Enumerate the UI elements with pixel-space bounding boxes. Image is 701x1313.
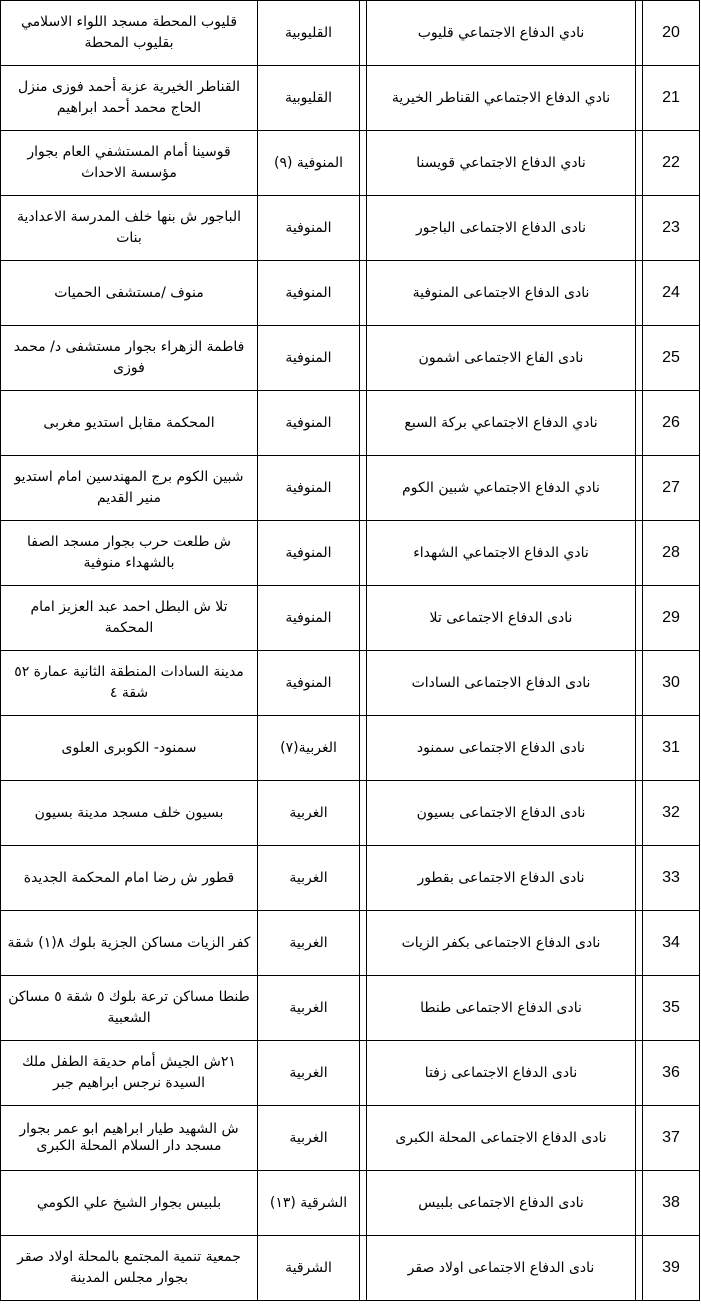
address-cell	[0, 716, 258, 780]
governorate-cell	[258, 456, 360, 520]
club-name-cell-text: نادى الدفاع الاجتماعى طنطا	[420, 1000, 582, 1016]
governorate-cell	[258, 911, 360, 975]
row-number	[642, 131, 700, 195]
row-number-text: 36	[662, 1064, 680, 1081]
table-row	[0, 1, 700, 66]
address-cell-text: فاطمة الزهراء بجوار مستشفى د/ محمد فوزى	[13, 339, 245, 376]
row-number	[642, 1, 700, 65]
club-name-cell	[366, 1171, 636, 1235]
address-cell	[0, 1, 258, 65]
address-cell-text: ش طلعت حرب بجوار مسجد الصفا بالشهداء منوفية	[26, 534, 231, 571]
row-number-text: 22	[662, 154, 680, 171]
table-row	[0, 1236, 700, 1301]
address-cell	[0, 521, 258, 585]
address-cell	[0, 261, 258, 325]
row-number-text: 39	[662, 1259, 680, 1276]
governorate-cell	[258, 976, 360, 1040]
row-number	[642, 586, 700, 650]
row-number	[642, 781, 700, 845]
table-row	[0, 196, 700, 261]
club-name-cell-text: نادي الدفاع الاجتماعي شبين الكوم	[402, 480, 600, 496]
club-name-cell-text: نادى الدفاع الاجتماعى المحلة الكبرى	[395, 1130, 607, 1146]
table-row	[0, 326, 700, 391]
row-number	[642, 1236, 700, 1300]
governorate-cell	[258, 261, 360, 325]
address-cell	[0, 846, 258, 910]
club-name-cell	[366, 456, 636, 520]
club-name-cell	[366, 131, 636, 195]
row-number-text: 26	[662, 414, 680, 431]
address-cell	[0, 391, 258, 455]
row-number	[642, 521, 700, 585]
governorate-cell-text: القليوبية	[285, 90, 332, 106]
row-number-text: 30	[662, 674, 680, 691]
row-number	[642, 976, 700, 1040]
table-row	[0, 66, 700, 131]
address-cell-text: بسيون خلف مسجد مدينة بسيون	[34, 804, 224, 821]
club-name-cell-text: نادى الدفاع الاجتماعى بسيون	[416, 805, 586, 821]
address-cell	[0, 196, 258, 260]
row-number-text: 20	[662, 24, 680, 41]
address-cell	[0, 326, 258, 390]
club-name-cell	[366, 326, 636, 390]
governorate-cell-text: الغربية(٧)	[280, 740, 337, 756]
row-number-text: 29	[662, 609, 680, 626]
club-name-cell-text: نادى الدفاع الاجتماعى بقطور	[417, 870, 585, 886]
table-row	[0, 1041, 700, 1106]
club-name-cell	[366, 1106, 636, 1170]
address-cell-text: المحكمة مقابل استديو مغربى	[43, 414, 215, 431]
club-name-cell-text: نادى الدفاع الاجتماعى المنوفية	[412, 285, 590, 301]
governorate-cell	[258, 66, 360, 130]
governorate-cell-text: المنوفية (٩)	[273, 155, 344, 171]
address-cell-text: القناطر الخيرية عزبة أحمد فوزى منزل الحاج محمد أحمد ابراهيم	[17, 79, 241, 116]
club-name-cell	[366, 66, 636, 130]
governorate-cell-text: الغربية	[289, 935, 328, 951]
table-row	[0, 1106, 700, 1171]
address-cell-text: جمعية تنمية المجتمع بالمحلة اولاد صقر بجوار مجلس المدينة	[17, 1249, 241, 1286]
row-number	[642, 651, 700, 715]
table-row	[0, 911, 700, 976]
row-number	[642, 261, 700, 325]
address-cell-text: قليوب المحطة مسجد اللواء الاسلامي بقليوب المحطة	[20, 14, 238, 51]
club-name-cell-text: نادي الدفاع الاجتماعي القناطر الخيرية	[391, 90, 611, 106]
address-cell-text: سمنود- الكوبرى العلوى	[61, 739, 197, 756]
table-row	[0, 976, 700, 1041]
club-name-cell-text: نادى الدفاع الاجتماعى السادات	[411, 675, 591, 691]
club-name-cell-text: نادى الدفاع الاجتماعى اولاد صقر	[407, 1260, 595, 1276]
row-number-text: 33	[662, 869, 680, 886]
address-cell	[0, 1041, 258, 1105]
governorate-cell-text: المنوفية	[285, 610, 332, 626]
address-cell	[0, 586, 258, 650]
governorate-cell	[258, 1, 360, 65]
club-name-cell-text: نادى الدفاع الاجتماعى الباجور	[416, 220, 586, 236]
governorate-cell-text: المنوفية	[285, 675, 332, 691]
row-number	[642, 326, 700, 390]
address-cell-text: الباجور ش بنها خلف المدرسة الاعدادية بنات	[17, 209, 241, 246]
row-number	[642, 911, 700, 975]
club-name-cell-text: نادى الفاع الاجتماعى اشمون	[418, 350, 584, 366]
address-cell	[0, 781, 258, 845]
row-number-text: 23	[662, 219, 680, 236]
governorate-cell-text: الغربية	[289, 805, 328, 821]
address-cell	[0, 66, 258, 130]
table-row	[0, 781, 700, 846]
address-cell-text: طنطا مساكن ترعة بلوك ٥ شقة ٥ مساكن الشعبية	[8, 989, 250, 1026]
address-cell-text: تلا ش البطل احمد عبد العزيز امام المحكمة	[30, 599, 228, 636]
row-number	[642, 846, 700, 910]
governorate-cell	[258, 1106, 360, 1170]
club-name-cell	[366, 911, 636, 975]
row-number	[642, 196, 700, 260]
address-cell	[0, 1171, 258, 1235]
address-cell-text: قطور ش رضا امام المحكمة الجديدة	[23, 869, 235, 886]
address-cell-text: مدينة السادات المنطقة الثانية عمارة ٥٢ شقة ٤	[14, 664, 244, 701]
address-cell-text: شبين الكوم برج المهندسين امام استديو منير القديم	[14, 469, 244, 506]
row-number	[642, 716, 700, 780]
table-row	[0, 1171, 700, 1236]
club-name-cell-text: نادى الدفاع الاجتماعى بلبيس	[418, 1195, 584, 1211]
governorate-cell	[258, 1236, 360, 1300]
address-cell-text: بلبيس بجوار الشيخ علي الكومي	[36, 1194, 222, 1211]
address-cell-text: كفر الزيات مساكن الجزية بلوك ٨(١) شقة	[7, 934, 251, 951]
address-cell	[0, 651, 258, 715]
governorate-cell-text: الغربية	[289, 1065, 328, 1081]
club-name-cell-text: نادى الدفاع الاجتماعى تلا	[429, 610, 573, 626]
governorate-cell	[258, 716, 360, 780]
governorate-cell-text: الشرقية (١٣)	[269, 1195, 348, 1211]
governorate-cell	[258, 196, 360, 260]
address-cell	[0, 456, 258, 520]
governorate-cell	[258, 651, 360, 715]
row-number-text: 31	[662, 739, 680, 756]
table-row	[0, 456, 700, 521]
row-number-text: 21	[662, 89, 680, 106]
governorate-cell	[258, 781, 360, 845]
table-row	[0, 131, 700, 196]
row-number-text: 37	[662, 1129, 680, 1146]
table-row	[0, 521, 700, 586]
governorate-cell-text: الشرقية	[285, 1260, 332, 1276]
row-number	[642, 1106, 700, 1170]
row-number-text: 34	[662, 934, 680, 951]
address-cell	[0, 131, 258, 195]
governorate-cell-text: المنوفية	[285, 220, 332, 236]
club-name-cell-text: نادى الدفاع الاجتماعى سمنود	[416, 740, 586, 756]
club-name-cell	[366, 391, 636, 455]
governorate-cell	[258, 1041, 360, 1105]
club-name-cell	[366, 716, 636, 780]
club-name-cell	[366, 976, 636, 1040]
row-number	[642, 66, 700, 130]
row-number-text: 27	[662, 479, 680, 496]
row-number	[642, 456, 700, 520]
club-name-cell-text: نادي الدفاع الاجتماعي قليوب	[417, 25, 585, 41]
governorate-cell-text: المنوفية	[285, 415, 332, 431]
address-cell	[0, 1106, 258, 1170]
club-name-cell	[366, 196, 636, 260]
governorate-cell	[258, 326, 360, 390]
club-name-cell	[366, 846, 636, 910]
governorate-cell-text: الغربية	[289, 1130, 328, 1146]
governorate-cell-text: القليوبية	[285, 25, 332, 41]
club-name-cell	[366, 781, 636, 845]
address-cell-text: ٢١ش الجيش أمام حديقة الطفل ملك السيدة نرجس ابراهيم جبر	[22, 1054, 236, 1091]
row-number-text: 24	[662, 284, 680, 301]
governorate-cell	[258, 131, 360, 195]
governorate-cell-text: المنوفية	[285, 480, 332, 496]
row-number-text: 38	[662, 1194, 680, 1211]
club-name-cell	[366, 651, 636, 715]
address-cell-text: قوسينا أمام المستشفي العام بجوار مؤسسة الاحداث	[27, 144, 231, 181]
address-cell-text: منوف /مستشفى الحميات	[54, 284, 204, 301]
club-name-cell	[366, 586, 636, 650]
club-name-cell	[366, 261, 636, 325]
row-number-text: 32	[662, 804, 680, 821]
club-name-cell-text: نادى الدفاع الاجتماعى زفتا	[424, 1065, 578, 1081]
governorate-cell	[258, 391, 360, 455]
row-number-text: 25	[662, 349, 680, 366]
row-number-text: 28	[662, 544, 680, 561]
club-name-cell-text: نادي الدفاع الاجتماعي قويسنا	[416, 155, 586, 171]
address-cell	[0, 976, 258, 1040]
row-number	[642, 1041, 700, 1105]
governorate-cell-text: الغربية	[289, 870, 328, 886]
club-name-cell-text: نادى الدفاع الاجتماعى بكفر الزيات	[401, 935, 601, 951]
row-number	[642, 391, 700, 455]
row-number	[642, 1171, 700, 1235]
address-cell	[0, 1236, 258, 1300]
governorate-cell	[258, 846, 360, 910]
governorate-cell-text: الغربية	[289, 1000, 328, 1016]
governorate-cell-text: المنوفية	[285, 545, 332, 561]
row-number-text: 35	[662, 999, 680, 1016]
club-name-cell	[366, 1236, 636, 1300]
table-row	[0, 846, 700, 911]
table-row	[0, 651, 700, 716]
club-name-cell-text: نادي الدفاع الاجتماعي بركة السبع	[404, 415, 598, 431]
club-name-cell	[366, 1, 636, 65]
club-name-cell	[366, 1041, 636, 1105]
table-row	[0, 586, 700, 651]
club-name-cell-text: نادي الدفاع الاجتماعي الشهداء	[413, 545, 589, 561]
address-cell-text: ش الشهيد طيار ابراهيم ابو عمر بجوار مسجد دار السلام المحلة الكبرى	[19, 1121, 239, 1154]
governorate-cell	[258, 586, 360, 650]
table-row	[0, 261, 700, 326]
address-cell	[0, 911, 258, 975]
governorate-cell	[258, 1171, 360, 1235]
table-row	[0, 716, 700, 781]
governorate-cell-text: المنوفية	[285, 285, 332, 301]
governorate-cell-text: المنوفية	[285, 350, 332, 366]
table-row	[0, 391, 700, 456]
governorate-cell	[258, 521, 360, 585]
club-name-cell	[366, 521, 636, 585]
